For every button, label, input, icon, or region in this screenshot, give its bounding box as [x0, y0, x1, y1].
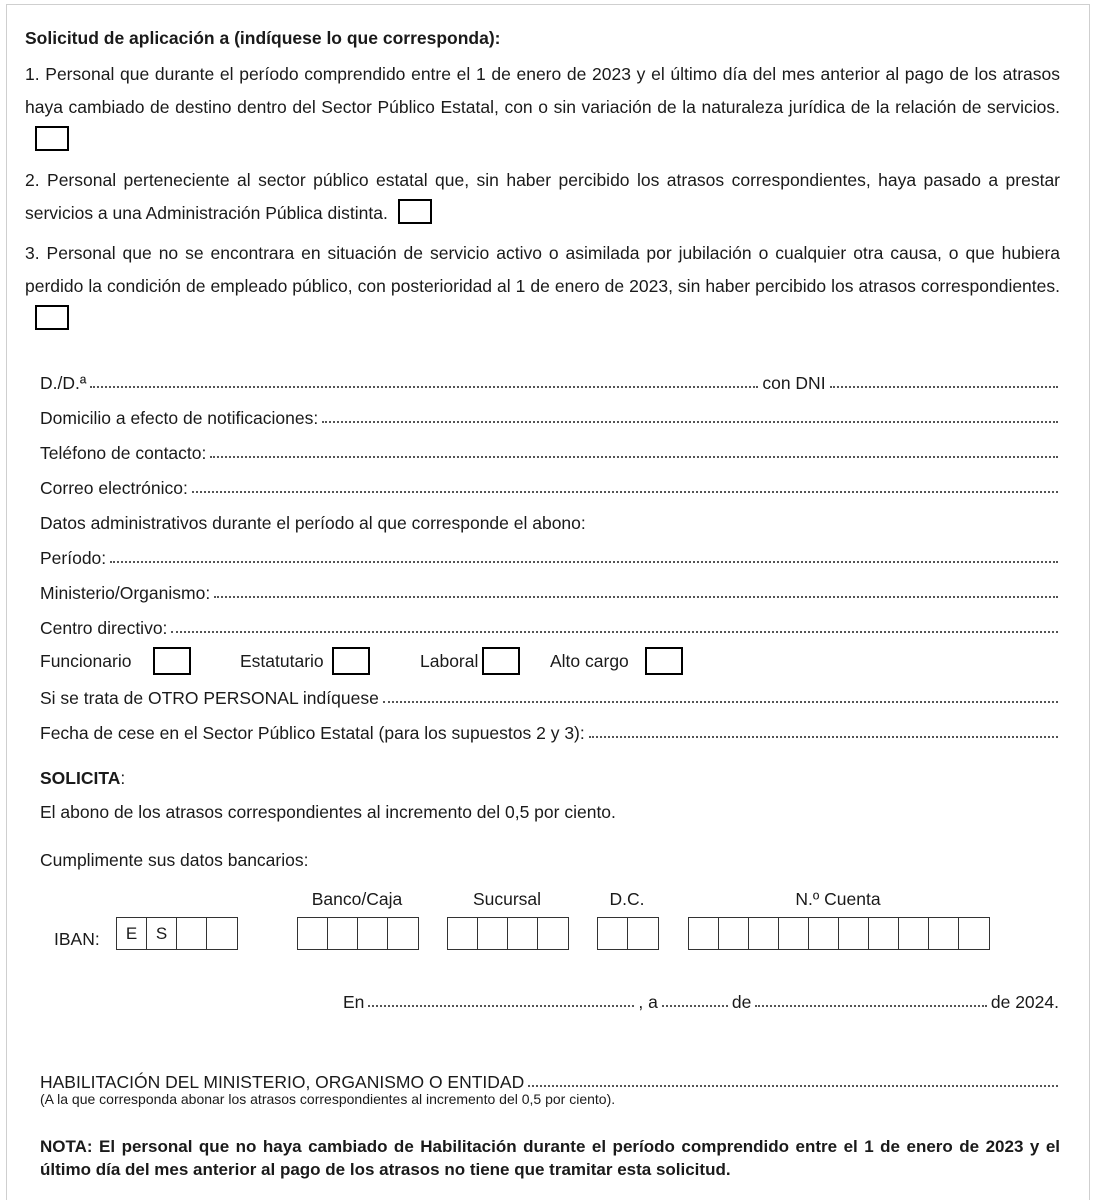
domicilio-row: [40, 401, 1058, 429]
day-input[interactable]: [662, 1004, 728, 1007]
centro-input[interactable]: [171, 630, 1058, 633]
option-2-checkbox[interactable]: [398, 199, 432, 224]
emp-estatutario-checkbox[interactable]: [332, 647, 370, 675]
emp-funcionario-checkbox[interactable]: [153, 647, 191, 675]
banco-cell[interactable]: [328, 918, 358, 949]
solicita-heading: [40, 768, 125, 789]
domicilio-label: Domicilio a efecto de notificaciones:: [40, 408, 319, 428]
cuenta-cells: [688, 917, 990, 950]
fecha-cese-label: Fecha de cese en el Sector Público Estatal (para los supuestos 2 y 3):: [40, 723, 585, 743]
habilitacion-row: [40, 1065, 1058, 1093]
banco-cells: [297, 917, 419, 950]
centro-label: Centro directivo:: [40, 618, 168, 638]
iban-cell-4[interactable]: [207, 918, 237, 949]
month-input[interactable]: [755, 1004, 987, 1007]
sucursal-label: Sucursal: [472, 889, 542, 909]
telefono-row: [40, 436, 1058, 464]
habilitacion-label: HABILITACIÓN DEL MINISTERIO, ORGANISMO O ENTIDAD: [40, 1072, 525, 1092]
dc-cells: [597, 917, 659, 950]
place-input[interactable]: [368, 1004, 634, 1007]
a-label: , a: [638, 992, 658, 1012]
dc-label: D.C.: [609, 889, 645, 909]
de-label: de: [731, 992, 752, 1012]
bank-intro: Cumplimente sus datos bancarios:: [40, 850, 309, 870]
habilitacion-note: (A la que corresponda abonar los atrasos correspondientes al incremento del 0,5 por ciento).: [40, 1091, 616, 1107]
option-3: [25, 237, 1060, 336]
emp-funcionario: [40, 647, 191, 675]
cuenta-cell[interactable]: [959, 918, 989, 949]
emp-laboral-checkbox[interactable]: [482, 647, 520, 675]
emp-laboral-label: Laboral: [420, 650, 479, 671]
iban-cell-1[interactable]: E: [117, 918, 147, 949]
dni-label: con DNI: [762, 373, 826, 393]
periodo-input[interactable]: [110, 560, 1058, 563]
emp-funcionario-label: Funcionario: [40, 650, 132, 671]
otro-input[interactable]: [383, 700, 1058, 703]
solicita-title: SOLICITA: [40, 768, 121, 788]
ministerio-row: [40, 576, 1058, 604]
telefono-input[interactable]: [210, 455, 1058, 458]
cuenta-cell[interactable]: [929, 918, 959, 949]
dc-cell[interactable]: [598, 918, 628, 949]
centro-row: [40, 611, 1058, 639]
option-1-text: 1. Personal que durante el período comprendido entre el 1 de enero de 2023 y el último día del mes anterior al pago de los atrasos haya cambiado de destino dentro del Sector Público Estatal, con o sin variación de la naturaleza jurídica de la relación de servicios.: [25, 64, 1060, 117]
ministerio-input[interactable]: [214, 595, 1058, 598]
habilitacion-input[interactable]: [528, 1084, 1058, 1087]
iban-cell-3[interactable]: [177, 918, 207, 949]
emp-estatutario-label: Estatutario: [240, 650, 324, 671]
form-heading: Solicitud de aplicación a (indíquese lo que corresponda):: [25, 28, 501, 48]
otro-row: [40, 681, 1058, 709]
year-label: de 2024.: [990, 992, 1059, 1012]
option-1: [25, 58, 1060, 157]
cuenta-cell[interactable]: [839, 918, 869, 949]
place-date-row: [343, 985, 1059, 1013]
en-label: En: [343, 992, 365, 1012]
name-dni-row: [40, 366, 1058, 394]
emp-estatutario: [240, 647, 370, 675]
cuenta-cell[interactable]: [689, 918, 719, 949]
option-3-checkbox[interactable]: [35, 305, 69, 330]
emp-laboral: [420, 647, 520, 675]
solicita-colon: :: [120, 768, 126, 788]
cuenta-cell[interactable]: [809, 918, 839, 949]
banco-cell[interactable]: [358, 918, 388, 949]
sucursal-cell[interactable]: [448, 918, 478, 949]
option-3-text: 3. Personal que no se encontrara en situación de servicio activo o asimilada por jubilación o cualquier otra causa, o que hubiera perdido la condición de empleado público, con posterioridad al 1 de enero de 2023, sin haber percibido los atrasos correspondientes.: [25, 243, 1060, 296]
option-2: [25, 164, 1060, 230]
correo-label: Correo electrónico:: [40, 478, 188, 498]
dni-input[interactable]: [830, 385, 1058, 388]
emp-alto-cargo-checkbox[interactable]: [645, 647, 683, 675]
cuenta-cell[interactable]: [749, 918, 779, 949]
iban-cell-2[interactable]: S: [147, 918, 177, 949]
sucursal-cells: [447, 917, 569, 950]
cuenta-cell[interactable]: [869, 918, 899, 949]
cuenta-label: N.º Cuenta: [795, 889, 881, 909]
sucursal-cell[interactable]: [478, 918, 508, 949]
otro-label: Si se trata de OTRO PERSONAL indíquese: [40, 688, 379, 708]
sucursal-cell[interactable]: [538, 918, 568, 949]
correo-row: [40, 471, 1058, 499]
cuenta-cell[interactable]: [899, 918, 929, 949]
option-1-checkbox[interactable]: [35, 126, 69, 151]
banco-cell[interactable]: [388, 918, 418, 949]
name-input[interactable]: [90, 385, 758, 388]
nota-text: NOTA: El personal que no haya cambiado de Habilitación durante el período comprendido entre el 1 de enero de 2023 y el último día del mes anterior al pago de los atrasos no tiene que tramitar esta solicitud.: [40, 1137, 1060, 1179]
cuenta-cell[interactable]: [779, 918, 809, 949]
datos-admin-row: [40, 506, 1058, 534]
solicita-text: El abono de los atrasos correspondientes al incremento del 0,5 por ciento.: [40, 802, 616, 822]
fecha-cese-row: [40, 716, 1058, 744]
emp-alto-cargo: [550, 647, 683, 675]
periodo-label: Período:: [40, 548, 107, 568]
option-2-text: 2. Personal perteneciente al sector público estatal que, sin haber percibido los atrasos correspondientes, haya pasado a prestar servicios a una Administración Pública distinta.: [25, 170, 1060, 223]
periodo-row: [40, 541, 1058, 569]
ministerio-label: Ministerio/Organismo:: [40, 583, 211, 603]
telefono-label: Teléfono de contacto:: [40, 443, 207, 463]
emp-alto-cargo-label: Alto cargo: [550, 650, 629, 671]
sucursal-cell[interactable]: [508, 918, 538, 949]
domicilio-input[interactable]: [322, 420, 1058, 423]
correo-input[interactable]: [192, 490, 1058, 493]
iban-cells: [116, 917, 238, 950]
cuenta-cell[interactable]: [719, 918, 749, 949]
banco-label: Banco/Caja: [311, 889, 403, 909]
datos-admin-label: Datos administrativos durante el período al que corresponde el abono:: [40, 513, 586, 533]
banco-cell[interactable]: [298, 918, 328, 949]
iban-label: IBAN:: [54, 929, 100, 949]
dc-cell[interactable]: [628, 918, 658, 949]
name-label: D./D.ª: [40, 373, 87, 393]
fecha-cese-input[interactable]: [589, 735, 1058, 738]
